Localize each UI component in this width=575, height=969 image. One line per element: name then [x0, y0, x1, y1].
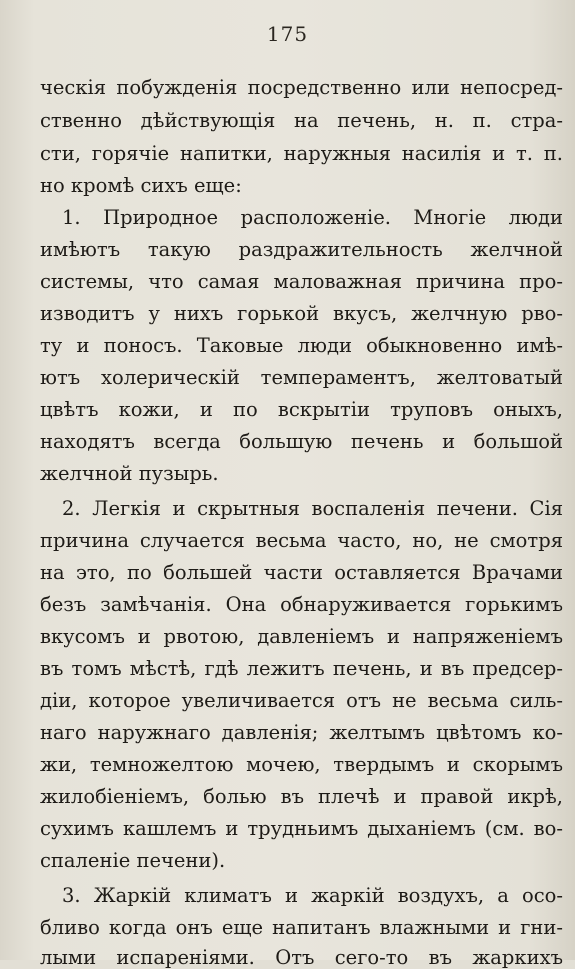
text-line: изводитъ у нихъ горькой вкусъ, желчную рво-	[40, 302, 563, 325]
text-line: лыми испареніями. Отъ сего-то въ жаркихъ	[40, 946, 563, 969]
text-line: жилобіеніемъ, болью въ плечѣ и правой икрѣ,	[40, 785, 563, 808]
text-line: сти, горячіе напитки, наружныя насилія и т. п.	[40, 142, 563, 165]
text-line: ту и поносъ. Таковые люди обыкновенно имѣ-	[40, 334, 563, 357]
text-line: ческія побужденія посредственно или непосред-	[40, 76, 563, 99]
text-line: вкусомъ и рвотою, давленіемъ и напряженіемъ	[40, 625, 563, 648]
paragraph-start: 2. Легкія и скрытныя воспаленія печени. Сія	[62, 497, 563, 520]
text-line: наго наружнаго давленія; желтымъ цвѣтомъ ко-	[40, 721, 563, 744]
text-line: безъ замѣчанія. Она обнаруживается горькимъ	[40, 593, 563, 616]
text-line: причина случается весьма часто, но, не смотря	[40, 529, 563, 552]
text-line: ютъ холерическій темпераментъ, желтоватый	[40, 366, 563, 389]
text-line: находятъ всегда большую печень и большой	[40, 430, 563, 453]
text-line: жи, темножелтою мочею, твердымъ и скорымъ	[40, 753, 563, 776]
text-line: діи, которое увеличивается отъ не весьма силь-	[40, 689, 563, 712]
text-line: желчной пузырь.	[40, 462, 219, 485]
text-line: ственно дѣйствующія на печень, н. п. стра-	[40, 109, 563, 132]
text-line: бливо когда онъ еще напитанъ влажными и гни-	[40, 916, 563, 939]
page-number: 175	[266, 22, 309, 46]
text-line: но кромѣ сихъ еще:	[40, 174, 242, 197]
text-line: въ томъ мѣстѣ, гдѣ лежитъ печень, и въ предсер-	[40, 657, 563, 680]
paragraph-start: 1. Природное расположеніе. Многіе люди	[62, 206, 563, 229]
text-line: имѣютъ такую раздражительность желчной	[40, 238, 563, 261]
text-line: спаленіе печени).	[40, 849, 226, 872]
text-line: цвѣтъ кожи, и по вскрытіи труповъ оныхъ,	[40, 398, 563, 421]
paragraph-start: 3. Жаркій климатъ и жаркій воздухъ, а осо-	[62, 884, 563, 907]
text-line: сухимъ кашлемъ и трудньимъ дыханіемъ (см. во-	[40, 817, 563, 840]
text-line: системы, что самая маловажная причина про-	[40, 270, 563, 293]
text-line: на это, по большей части оставляется Врачами	[40, 561, 563, 584]
